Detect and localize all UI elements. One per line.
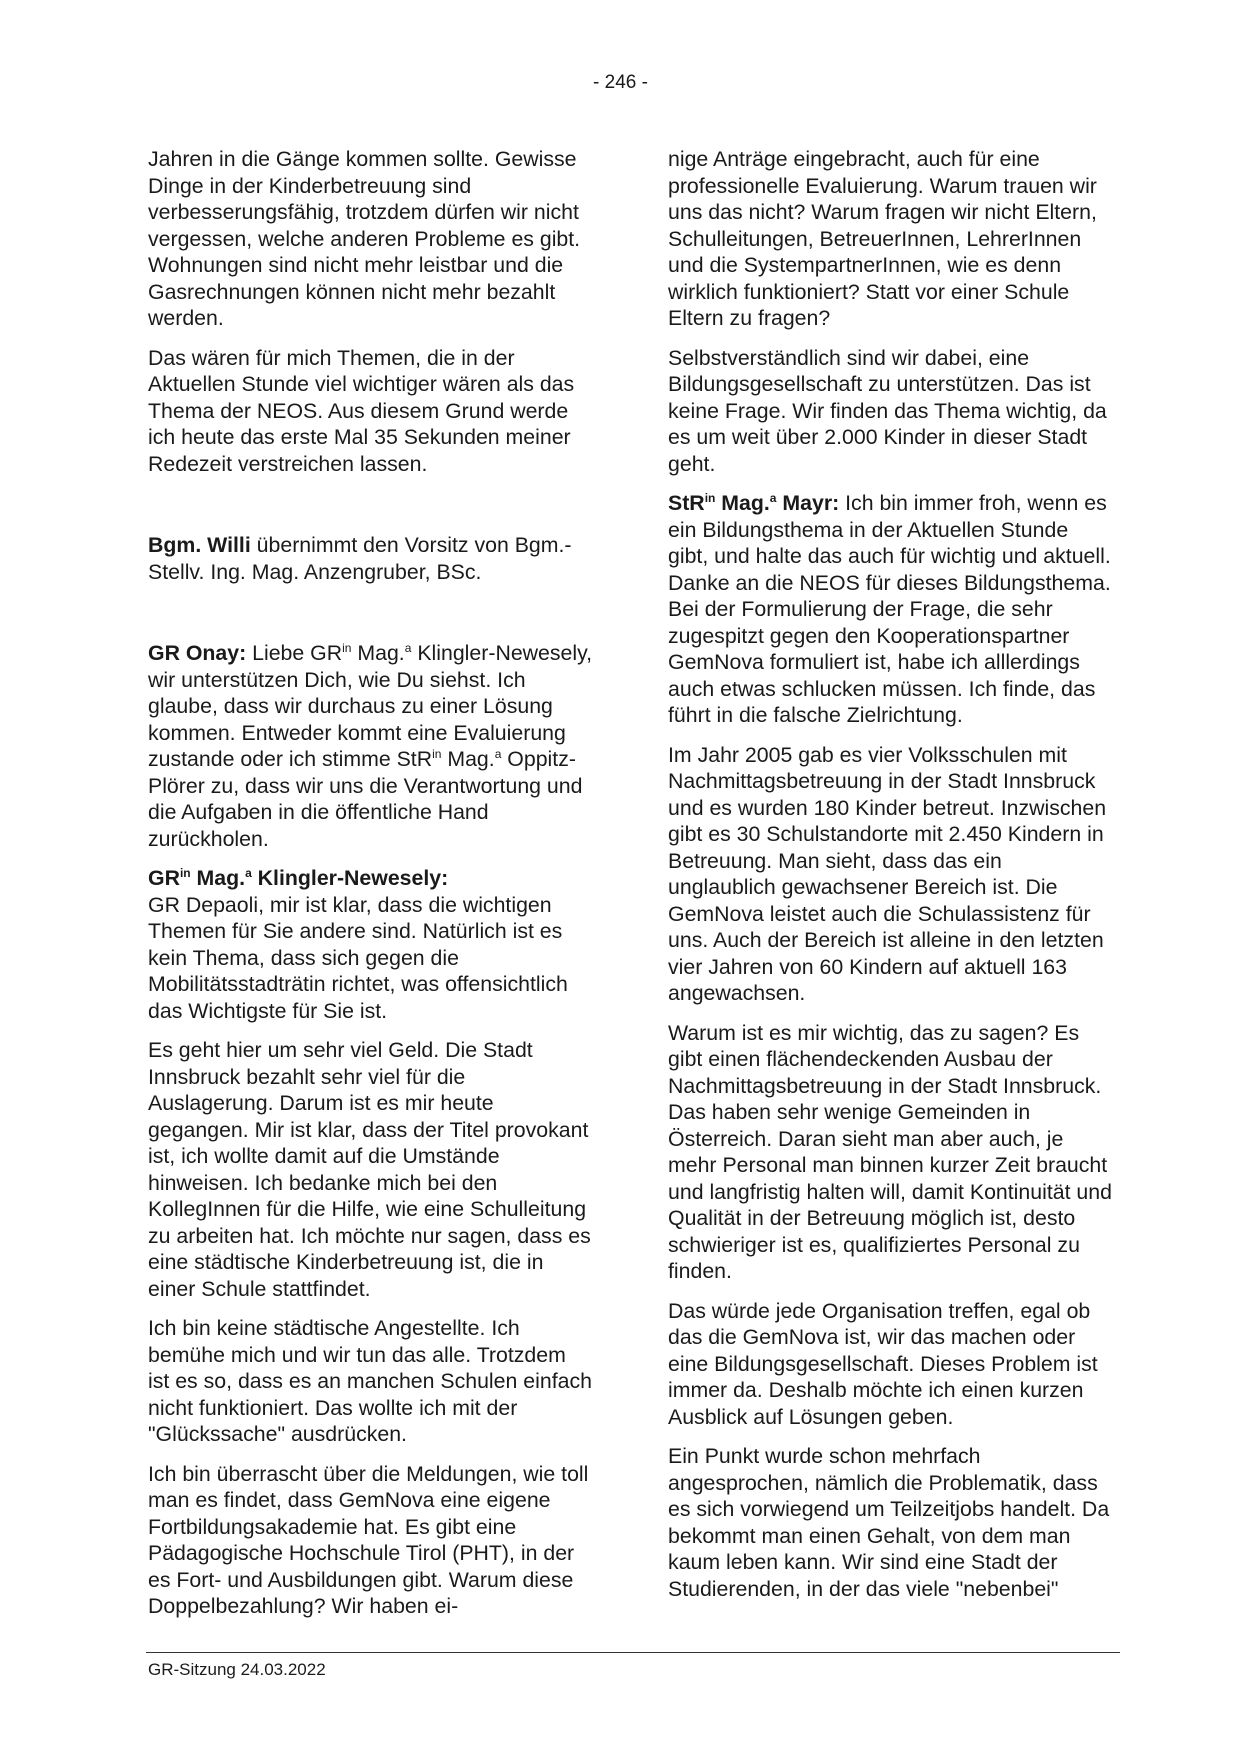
paragraph-text: GR Depaoli, mir ist klar, dass die wichtigen Themen für Sie andere sind. Natürlich ist es kein Thema, dass sich gegen die Mobilitätsstadträtin richtet, was offensichtlich das Wichtigste für Sie ist. xyxy=(148,892,568,1023)
paragraph: Jahren in die Gänge kommen sollte. Gewisse Dinge in der Kinderbetreuung sind verbesserungsfähig, trotzdem dürfen wir nicht vergessen, welche anderen Probleme es gibt. Wohnungen sind nicht mehr leistbar und die Gasrechnungen können nicht mehr bezahlt werden. xyxy=(148,147,581,330)
page-number: - 246 - xyxy=(593,72,648,93)
paragraph: Selbstverständlich sind wir dabei, eine Bildungsgesellschaft zu unterstützen. Das ist keine Frage. Wir finden das Thema wichtig, da es um weit über 2.000 Kinder in dieser Stadt geht. xyxy=(668,345,1107,476)
paragraph: Ich bin keine städtische Angestellte. Ich bemühe mich und wir tun das alle. Trotzdem ist es so, dass es an manchen Schulen einfach nicht funktioniert. Das wollte ich mit der "Glückssache" ausdrücken. xyxy=(148,1316,592,1446)
paragraph: Im Jahr 2005 gab es vier Volksschulen mit Nachmittagsbetreuung in der Stadt Innsbruck und es wurden 180 Kinder betreut. Inzwischen gibt es 30 Schulstandorte mit 2.450 Kindern in Betreuung. Man sieht, dass das ein unglaublich gewachsener Bereich ist. Die GemNova leistet auch die Schulassistenz für uns. Auch der Bereich ist alleine in den letzten vier Jahren von 60 Kindern auf aktuell 163 angewachsen. xyxy=(668,742,1107,1005)
superscript: in xyxy=(432,747,442,761)
footer-session-date: GR-Sitzung 24.03.2022 xyxy=(148,1660,326,1679)
chair-change-note xyxy=(148,532,593,585)
text-run: Mag. xyxy=(715,491,770,515)
speaker-name: Bgm. Willi xyxy=(148,533,251,557)
paragraph: Ein Punkt wurde schon mehrfach angesprochen, nämlich die Problematik, dass es sich vorwiegend um Teilzeitjobs handelt. Da bekommt man einen Gehalt, von dem man kaum leben kann. Wir sind eine Stadt der Studierenden, in der das viele "nebenbei" xyxy=(668,1444,1110,1601)
text-run: Oppitz-Plörer zu, dass wir uns die Verantwortung und die Aufgaben in die öffentliche Hand zurückholen. xyxy=(148,747,583,851)
superscript: in xyxy=(342,641,352,655)
text-run: Liebe GR xyxy=(246,641,343,665)
paragraph: Warum ist es mir wichtig, das zu sagen? Es gibt einen flächendeckenden Ausbau der Nachmittagsbetreuung in der Stadt Innsbruck. Das haben sehr wenige Gemeinden in Österreich. Daran sieht man aber auch, je mehr Personal man binnen kurzer Zeit braucht und langfristig halten will, damit Kontinuität und Qualität in der Betreuung möglich ist, desto schwieriger ist es, qualifiziertes Personal zu finden. xyxy=(668,1020,1112,1283)
speaker-name xyxy=(148,866,448,890)
text-run: StR xyxy=(668,491,705,515)
superscript: in xyxy=(179,866,191,880)
paragraph-text: übernimmt den Vorsitz von Bgm.-Stellv. Ing. Mag. Anzengruber, BSc. xyxy=(148,533,572,584)
paragraph: Das würde jede Organisation treffen, egal ob das die GemNova ist, wir das machen oder eine Bildungsgesellschaft. Dieses Problem ist immer da. Deshalb möchte ich einen kurzen Ausblick auf Lösungen geben. xyxy=(668,1298,1098,1429)
paragraph: Ich bin überrascht über die Meldungen, wie toll man es findet, dass GemNova eine eigene Fortbildungsakademie hat. Es gibt eine Pädagogische Hochschule Tirol (PHT), in der es Fort- und Ausbildungen gibt. Warum diese Doppelbezahlung? Wir haben ei- xyxy=(148,1461,589,1618)
superscript: in xyxy=(704,491,716,505)
text-run: Mag. xyxy=(441,747,495,771)
right-column xyxy=(668,146,1113,1615)
text-run: GR xyxy=(148,866,180,890)
speech-klingler xyxy=(148,865,593,1024)
superscript: a xyxy=(404,641,412,655)
speech-mayr xyxy=(668,490,1113,729)
footer-divider xyxy=(146,1652,1120,1653)
superscript: a xyxy=(245,866,252,880)
superscript: a xyxy=(494,747,502,761)
speech-onay xyxy=(148,640,593,852)
speaker-name: GR Onay: xyxy=(148,641,247,665)
left-column xyxy=(148,146,593,1633)
text-run: Klingler-Newesely, wir unterstützen Dich, wie Du siehst. Ich glaube, dass wir durchaus zu einer Lösung kommen. Entweder kommt eine Evaluierung zustande oder ich stimme StR xyxy=(148,641,593,771)
superscript: a xyxy=(769,491,777,505)
text-run: Mag. xyxy=(351,641,405,665)
paragraph: Das wären für mich Themen, die in der Aktuellen Stunde viel wichtiger wären als das Thema der NEOS. Aus diesem Grund werde ich heute das erste Mal 35 Sekunden meiner Redezeit verstreichen lassen. xyxy=(148,345,575,476)
paragraph-text: Ich bin immer froh, wenn es ein Bildungsthema in der Aktuellen Stunde gibt, und halte das auch für wichtig und aktuell. Danke an die NEOS für dieses Bildungsthema. Bei der Formulierung der Frage, die sehr zugespitzt gegen den Kooperationspartner GemNova formuliert ist, habe ich alllerdings auch etwas schlucken müssen. Ich finde, das führt in die falsche Zielrichtung. xyxy=(668,491,1111,727)
text-run: Mag. xyxy=(190,866,246,890)
paragraph: nige Anträge eingebracht, auch für eine professionelle Evaluierung. Warum trauen wir uns das nicht? Warum fragen wir nicht Eltern, Schulleitungen, BetreuerInnen, LehrerInnen und die SystempartnerInnen, wie es denn wirklich funktioniert? Statt vor einer Schule Eltern zu fragen? xyxy=(668,147,1097,330)
text-run: Klingler-Newesely: xyxy=(251,866,449,890)
speaker-name xyxy=(668,491,839,515)
paragraph: Es geht hier um sehr viel Geld. Die Stadt Innsbruck bezahlt sehr viel für die Auslagerung. Darum ist es mir heute gegangen. Mir ist klar, dass der Titel provokant ist, ich wollte damit auf die Umstände hinweisen. Ich bedanke mich bei den KollegInnen für die Hilfe, wie eine Schulleitung zu arbeiten hat. Ich möchte nur sagen, dass es eine städtische Kinderbetreuung ist, die in einer Schule stattfindet. xyxy=(148,1038,591,1301)
text-run: Mayr: xyxy=(776,491,840,515)
